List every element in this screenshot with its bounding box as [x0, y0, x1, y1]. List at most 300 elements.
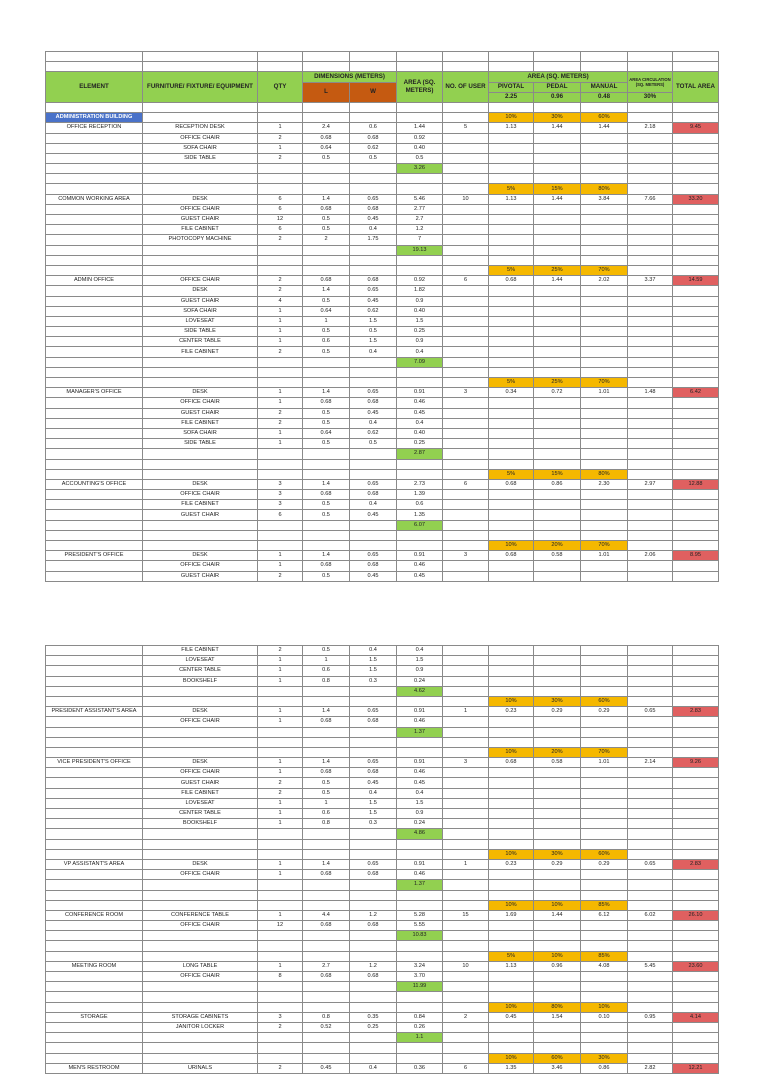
- empty-cell: [443, 62, 489, 72]
- empty-cell: [303, 520, 350, 530]
- pivotal-area: 0.45: [489, 1012, 534, 1022]
- area-value: 0.45: [397, 408, 443, 418]
- empty-cell: [46, 500, 143, 510]
- empty-cell: [350, 880, 397, 890]
- empty-cell: [46, 408, 143, 418]
- empty-cell: [350, 737, 397, 747]
- element-name: OFFICE RECEPTION: [46, 123, 143, 133]
- length-value: 0.8: [303, 676, 350, 686]
- qty-value: 6: [258, 510, 303, 520]
- empty-cell: [673, 890, 719, 900]
- manual-percent: 80%: [581, 469, 628, 479]
- empty-cell: [673, 809, 719, 819]
- pedal-percent: 15%: [534, 184, 581, 194]
- furniture-name: GUEST CHAIR: [143, 215, 258, 225]
- empty-cell: [581, 408, 628, 418]
- qty-value: 1: [258, 306, 303, 316]
- empty-cell: [258, 367, 303, 377]
- empty-cell: [397, 951, 443, 961]
- empty-cell: [443, 951, 489, 961]
- empty-cell: [534, 972, 581, 982]
- empty-cell: [350, 367, 397, 377]
- empty-cell: [673, 880, 719, 890]
- empty-cell: [628, 296, 673, 306]
- furniture-row: [46, 972, 719, 982]
- empty-cell: [581, 286, 628, 296]
- empty-cell: [581, 520, 628, 530]
- empty-cell: [143, 696, 258, 706]
- empty-cell: [303, 367, 350, 377]
- empty-cell: [143, 1043, 258, 1053]
- empty-cell: [534, 439, 581, 449]
- empty-cell: [303, 951, 350, 961]
- empty-cell: [489, 921, 534, 931]
- empty-cell: [350, 1033, 397, 1043]
- pedal-area: 0.29: [534, 859, 581, 869]
- furniture-row: [46, 327, 719, 337]
- length-value: 0.5: [303, 327, 350, 337]
- empty-cell: [258, 520, 303, 530]
- empty-cell: [350, 357, 397, 367]
- empty-cell: [350, 1053, 397, 1063]
- empty-cell: [443, 367, 489, 377]
- pivotal-percent: 10%: [489, 541, 534, 551]
- blank-row: [46, 941, 719, 951]
- empty-cell: [581, 656, 628, 666]
- empty-cell: [534, 245, 581, 255]
- empty-cell: [443, 900, 489, 910]
- qty-value: 3: [258, 1012, 303, 1022]
- empty-cell: [489, 204, 534, 214]
- furniture-name: GUEST CHAIR: [143, 571, 258, 581]
- empty-cell: [46, 367, 143, 377]
- empty-cell: [443, 245, 489, 255]
- empty-cell: [397, 255, 443, 265]
- pedal-area: 1.44: [534, 194, 581, 204]
- furniture-name: FILE CABINET: [143, 225, 258, 235]
- empty-cell: [350, 727, 397, 737]
- empty-cell: [258, 245, 303, 255]
- furniture-name: BOOKSHELF: [143, 819, 258, 829]
- empty-cell: [581, 972, 628, 982]
- qty-value: 1: [258, 676, 303, 686]
- empty-cell: [143, 727, 258, 737]
- area-value: 0.24: [397, 676, 443, 686]
- empty-cell: [673, 982, 719, 992]
- total-area-value: 9.45: [673, 123, 719, 133]
- subtotal-row: [46, 520, 719, 530]
- empty-cell: [534, 870, 581, 880]
- empty-cell: [397, 1002, 443, 1012]
- length-value: 1.4: [303, 194, 350, 204]
- furniture-row: [46, 235, 719, 245]
- empty-cell: [258, 52, 303, 62]
- empty-cell: [628, 931, 673, 941]
- width-value: 0.65: [350, 388, 397, 398]
- furniture-row: [46, 870, 719, 880]
- empty-cell: [303, 174, 350, 184]
- qty-value: 12: [258, 921, 303, 931]
- empty-cell: [581, 337, 628, 347]
- empty-cell: [581, 174, 628, 184]
- area-value: 2.7: [397, 215, 443, 225]
- empty-cell: [673, 1033, 719, 1043]
- blank-row: [46, 255, 719, 265]
- empty-cell: [443, 768, 489, 778]
- empty-cell: [443, 113, 489, 123]
- empty-cell: [581, 235, 628, 245]
- empty-cell: [581, 880, 628, 890]
- furniture-row: [46, 225, 719, 235]
- empty-cell: [534, 235, 581, 245]
- empty-cell: [46, 696, 143, 706]
- empty-cell: [581, 921, 628, 931]
- empty-cell: [397, 900, 443, 910]
- area-value: 0.46: [397, 398, 443, 408]
- length-value: 4.4: [303, 910, 350, 920]
- empty-cell: [581, 215, 628, 225]
- empty-cell: [443, 347, 489, 357]
- empty-cell: [581, 686, 628, 696]
- empty-cell: [443, 870, 489, 880]
- empty-cell: [46, 174, 143, 184]
- furniture-name: PHOTOCOPY MACHINE: [143, 235, 258, 245]
- width-value: 0.4: [350, 225, 397, 235]
- width-value: 0.68: [350, 768, 397, 778]
- empty-cell: [443, 530, 489, 540]
- furniture-name: SIDE TABLE: [143, 153, 258, 163]
- pivotal-percent: 5%: [489, 265, 534, 275]
- empty-cell: [443, 747, 489, 757]
- empty-cell: [443, 174, 489, 184]
- length-value: 0.5: [303, 225, 350, 235]
- empty-cell: [350, 174, 397, 184]
- empty-cell: [143, 184, 258, 194]
- empty-cell: [258, 849, 303, 859]
- width-value: 0.65: [350, 859, 397, 869]
- qty-value: 2: [258, 235, 303, 245]
- empty-cell: [46, 829, 143, 839]
- width-value: 0.4: [350, 347, 397, 357]
- empty-cell: [534, 164, 581, 174]
- empty-cell: [258, 184, 303, 194]
- empty-cell: [628, 327, 673, 337]
- element-name: ADMIN OFFICE: [46, 276, 143, 286]
- empty-cell: [628, 870, 673, 880]
- empty-cell: [673, 541, 719, 551]
- empty-cell: [489, 327, 534, 337]
- empty-cell: [581, 102, 628, 112]
- width-value: 0.4: [350, 418, 397, 428]
- furniture-row: [46, 819, 719, 829]
- empty-cell: [46, 890, 143, 900]
- percentage-row: [46, 1053, 719, 1063]
- empty-cell: [303, 829, 350, 839]
- empty-cell: [673, 296, 719, 306]
- furniture-row: [46, 194, 719, 204]
- width-value: 0.65: [350, 551, 397, 561]
- users-value: 2: [443, 1012, 489, 1022]
- empty-cell: [581, 306, 628, 316]
- qty-value: 1: [258, 707, 303, 717]
- empty-cell: [443, 184, 489, 194]
- empty-cell: [581, 449, 628, 459]
- empty-cell: [303, 747, 350, 757]
- empty-cell: [489, 992, 534, 1002]
- manual-percent: 70%: [581, 747, 628, 757]
- furniture-name: CENTER TABLE: [143, 809, 258, 819]
- circulation-value: 5.45: [628, 961, 673, 971]
- empty-cell: [46, 357, 143, 367]
- furniture-name: STORAGE CABINETS: [143, 1012, 258, 1022]
- furniture-name: DESK: [143, 286, 258, 296]
- empty-cell: [628, 921, 673, 931]
- empty-cell: [303, 880, 350, 890]
- furniture-row: [46, 717, 719, 727]
- furniture-name: FILE CABINET: [143, 646, 258, 656]
- empty-cell: [628, 696, 673, 706]
- empty-cell: [673, 931, 719, 941]
- circulation-value: 2.82: [628, 1063, 673, 1073]
- empty-cell: [303, 890, 350, 900]
- empty-cell: [46, 428, 143, 438]
- manual-percent: 85%: [581, 900, 628, 910]
- empty-cell: [350, 941, 397, 951]
- empty-cell: [397, 469, 443, 479]
- furniture-row: [46, 428, 719, 438]
- blank-row: [46, 459, 719, 469]
- furniture-name: OFFICE CHAIR: [143, 717, 258, 727]
- empty-cell: [673, 1043, 719, 1053]
- qty-value: 1: [258, 551, 303, 561]
- empty-cell: [489, 809, 534, 819]
- area-value: 0.9: [397, 809, 443, 819]
- empty-cell: [581, 530, 628, 540]
- empty-cell: [534, 153, 581, 163]
- empty-cell: [581, 164, 628, 174]
- empty-cell: [258, 747, 303, 757]
- empty-cell: [350, 696, 397, 706]
- pedal-area: 0.29: [534, 707, 581, 717]
- empty-cell: [46, 133, 143, 143]
- empty-cell: [443, 459, 489, 469]
- furniture-name: OFFICE CHAIR: [143, 870, 258, 880]
- empty-cell: [350, 1002, 397, 1012]
- percentage-row: [46, 849, 719, 859]
- manual-area: 2.02: [581, 276, 628, 286]
- empty-cell: [581, 52, 628, 62]
- empty-cell: [46, 1002, 143, 1012]
- empty-cell: [673, 561, 719, 571]
- empty-cell: [443, 520, 489, 530]
- blank-row: [46, 102, 719, 112]
- empty-cell: [673, 696, 719, 706]
- empty-cell: [673, 367, 719, 377]
- empty-cell: [46, 296, 143, 306]
- element-name: COMMON WORKING AREA: [46, 194, 143, 204]
- total-area-value: 12.21: [673, 1063, 719, 1073]
- empty-cell: [673, 778, 719, 788]
- empty-cell: [581, 316, 628, 326]
- empty-cell: [303, 62, 350, 72]
- empty-cell: [443, 727, 489, 737]
- total-area-value: 33.20: [673, 194, 719, 204]
- empty-cell: [581, 768, 628, 778]
- empty-cell: [534, 52, 581, 62]
- empty-cell: [628, 646, 673, 656]
- empty-cell: [534, 62, 581, 72]
- empty-cell: [443, 204, 489, 214]
- manual-percent: 70%: [581, 378, 628, 388]
- empty-cell: [46, 717, 143, 727]
- empty-cell: [143, 686, 258, 696]
- empty-cell: [258, 164, 303, 174]
- percentage-row: [46, 265, 719, 275]
- header-dimensions: DIMENSIONS (METERS): [303, 72, 397, 82]
- empty-cell: [489, 500, 534, 510]
- empty-cell: [489, 225, 534, 235]
- empty-cell: [628, 798, 673, 808]
- furniture-name: CENTER TABLE: [143, 666, 258, 676]
- empty-cell: [303, 541, 350, 551]
- empty-cell: [143, 357, 258, 367]
- empty-cell: [534, 347, 581, 357]
- empty-cell: [628, 941, 673, 951]
- empty-cell: [397, 747, 443, 757]
- empty-cell: [46, 992, 143, 1002]
- empty-cell: [534, 133, 581, 143]
- empty-cell: [46, 255, 143, 265]
- empty-cell: [143, 880, 258, 890]
- empty-cell: [303, 184, 350, 194]
- empty-cell: [443, 982, 489, 992]
- empty-cell: [673, 500, 719, 510]
- empty-cell: [443, 418, 489, 428]
- empty-cell: [397, 113, 443, 123]
- empty-cell: [673, 972, 719, 982]
- furniture-name: OFFICE CHAIR: [143, 561, 258, 571]
- width-value: 1.5: [350, 666, 397, 676]
- empty-cell: [534, 286, 581, 296]
- empty-cell: [303, 530, 350, 540]
- area-value: 0.36: [397, 1063, 443, 1073]
- area-value: 0.4: [397, 646, 443, 656]
- empty-cell: [628, 133, 673, 143]
- pedal-area: 0.72: [534, 388, 581, 398]
- empty-cell: [673, 265, 719, 275]
- empty-cell: [534, 819, 581, 829]
- pedal-area: 1.44: [534, 910, 581, 920]
- width-value: 0.3: [350, 676, 397, 686]
- blank-row: [46, 62, 719, 72]
- empty-cell: [489, 235, 534, 245]
- empty-cell: [258, 1002, 303, 1012]
- empty-cell: [534, 520, 581, 530]
- empty-cell: [443, 500, 489, 510]
- empty-cell: [534, 357, 581, 367]
- empty-cell: [397, 737, 443, 747]
- empty-cell: [581, 133, 628, 143]
- qty-value: 2: [258, 1063, 303, 1073]
- width-value: 0.68: [350, 921, 397, 931]
- furniture-name: LOVESEAT: [143, 656, 258, 666]
- length-value: 1.4: [303, 707, 350, 717]
- empty-cell: [534, 408, 581, 418]
- empty-cell: [581, 490, 628, 500]
- empty-cell: [673, 829, 719, 839]
- empty-cell: [628, 788, 673, 798]
- empty-cell: [258, 1053, 303, 1063]
- furniture-row: [46, 778, 719, 788]
- empty-cell: [534, 225, 581, 235]
- empty-cell: [534, 676, 581, 686]
- circulation-value: 0.65: [628, 859, 673, 869]
- pedal-area: 1.44: [534, 276, 581, 286]
- empty-cell: [46, 931, 143, 941]
- qty-value: 6: [258, 204, 303, 214]
- subtotal-row: [46, 982, 719, 992]
- length-value: 0.5: [303, 510, 350, 520]
- empty-cell: [46, 951, 143, 961]
- empty-cell: [143, 102, 258, 112]
- empty-cell: [46, 1053, 143, 1063]
- empty-cell: [443, 143, 489, 153]
- circulation-value: 2.97: [628, 479, 673, 489]
- header-manual: MANUAL: [581, 82, 628, 92]
- furniture-name: FILE CABINET: [143, 347, 258, 357]
- empty-cell: [46, 337, 143, 347]
- furniture-row: [46, 676, 719, 686]
- area-value: 0.91: [397, 707, 443, 717]
- furniture-row: [46, 788, 719, 798]
- empty-cell: [673, 113, 719, 123]
- percentage-row: [46, 696, 719, 706]
- empty-cell: [143, 839, 258, 849]
- empty-cell: [534, 428, 581, 438]
- qty-value: 1: [258, 870, 303, 880]
- empty-cell: [350, 829, 397, 839]
- area-value: 2.77: [397, 204, 443, 214]
- qty-value: 1: [258, 809, 303, 819]
- header-row: [46, 72, 719, 82]
- users-value: 1: [443, 707, 489, 717]
- empty-cell: [46, 378, 143, 388]
- empty-cell: [143, 1053, 258, 1063]
- empty-cell: [581, 1043, 628, 1053]
- subtotal-row: [46, 880, 719, 890]
- qty-value: 1: [258, 859, 303, 869]
- empty-cell: [628, 951, 673, 961]
- empty-cell: [489, 102, 534, 112]
- empty-cell: [489, 459, 534, 469]
- empty-cell: [673, 676, 719, 686]
- empty-cell: [581, 62, 628, 72]
- total-area-value: 8.95: [673, 551, 719, 561]
- header-area: AREA (SQ. METERS): [397, 72, 443, 103]
- qty-value: 2: [258, 286, 303, 296]
- empty-cell: [628, 829, 673, 839]
- empty-cell: [46, 541, 143, 551]
- empty-cell: [46, 571, 143, 581]
- qty-value: 2: [258, 347, 303, 357]
- empty-cell: [443, 265, 489, 275]
- spreadsheet-page-1: [45, 51, 719, 582]
- empty-cell: [628, 972, 673, 982]
- qty-value: 3: [258, 490, 303, 500]
- empty-cell: [581, 809, 628, 819]
- empty-cell: [534, 510, 581, 520]
- empty-cell: [443, 819, 489, 829]
